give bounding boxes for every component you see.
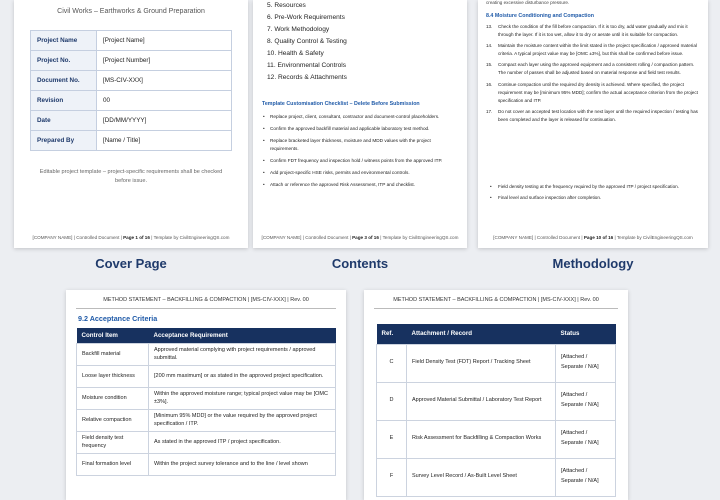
table-row xyxy=(31,131,232,151)
toc-item[interactable]: 6. Pre-Work Requirements xyxy=(267,14,345,21)
table-of-contents xyxy=(267,0,347,84)
field-label: Date xyxy=(31,111,97,131)
cover-page-thumbnail[interactable] xyxy=(14,0,248,248)
inspection-bullets xyxy=(486,183,700,205)
attachments-table xyxy=(376,324,616,497)
column-header: Control Item xyxy=(77,328,149,343)
toc-item[interactable]: 8. Quality Control & Testing xyxy=(267,38,347,45)
list-item: • Field density testing at the frequency required by the approved ITP / project specification. xyxy=(486,183,700,191)
field-label: Document No. xyxy=(31,71,97,91)
table-row xyxy=(77,431,336,453)
table-row xyxy=(31,51,232,71)
page-footer: [COMPANY NAME] | Controlled Document | Page 3 of 16 | Template by CivilEngineeringQS.com xyxy=(261,235,459,240)
checklist-item: • Replace bracketed layer thickness, moisture and MDD values with the project requirements. xyxy=(262,137,459,154)
table-row xyxy=(77,453,336,475)
checklist-item: • Confirm the approved backfill material and applicable laboratory test method. xyxy=(262,125,459,133)
column-header: Acceptance Requirement xyxy=(149,328,336,343)
running-header: METHOD STATEMENT – BACKFILLING & COMPACTION | [MS-CIV-XXX] | Rev. 00 xyxy=(103,297,309,303)
table-row xyxy=(77,387,336,409)
page-footer: [COMPANY NAME] | Controlled Document | Page 10 of 16 | Template by CivilEngineeringQS.com xyxy=(493,235,693,240)
field-value: [Project Number] xyxy=(97,51,232,71)
cell: [200 mm maximum] or as stated in the approved project specification. xyxy=(149,365,336,387)
cell: [Attached / Separate / N/A] xyxy=(556,382,616,420)
header-divider xyxy=(76,308,336,309)
caption-methodology: Methodology xyxy=(552,256,634,271)
cell: Within the approved moisture range; typical project value may be [OMC ±3%]. xyxy=(149,387,336,409)
field-value: [MS-CIV-XXX] xyxy=(97,71,232,91)
checklist-item: • Attach or reference the approved Risk Assessment, ITP and checklist. xyxy=(262,181,459,189)
contents-page-thumbnail[interactable] xyxy=(253,0,467,248)
table-row xyxy=(77,343,336,365)
toc-item[interactable]: 10. Health & Safety xyxy=(267,50,324,57)
cell: As stated in the approved ITP / project specification. xyxy=(149,431,336,453)
cell: Approved Material Submittal / Laboratory Test Report xyxy=(407,382,556,420)
attachments-page-thumbnail[interactable] xyxy=(364,290,628,500)
list-item: 17. Do not cover an accepted test location with the next layer until the required inspection / testing has been completed and the layer is released for continuation. xyxy=(486,108,698,122)
list-item: 13. Check the condition of the fill before compaction. If it is too dry, add water gradually and mix it through the layer. If it is too wet, allow it to dry or aerate until it is suitable for compaction. xyxy=(486,24,688,38)
customisation-checklist xyxy=(262,113,459,193)
field-value: 00 xyxy=(97,91,232,111)
cell: Approved material complying with project requirements / approved submittal. xyxy=(149,343,336,365)
field-label: Prepared By xyxy=(31,131,97,151)
section-heading: 8.4 Moisture Conditioning and Compaction xyxy=(486,13,594,19)
methodology-page-thumbnail[interactable] xyxy=(478,0,708,248)
cell: [Attached / Separate / N/A] xyxy=(556,344,616,382)
cell: Loose layer thickness xyxy=(77,365,149,387)
running-header: METHOD STATEMENT – BACKFILLING & COMPACTION | [MS-CIV-XXX] | Rev. 00 xyxy=(393,297,599,303)
column-header: Ref. xyxy=(377,324,407,344)
table-row xyxy=(31,71,232,91)
cell: C xyxy=(377,344,407,382)
column-header: Attachment / Record xyxy=(407,324,556,344)
toc-item[interactable]: 12. Records & Attachments xyxy=(267,74,347,81)
field-value: [Project Name] xyxy=(97,31,232,51)
toc-item[interactable]: 11. Environmental Controls xyxy=(267,62,347,69)
table-row xyxy=(377,458,616,496)
method-steps xyxy=(486,23,700,127)
checklist-item: • Replace project, client, consultant, contractor and document-control placeholders. xyxy=(262,113,459,121)
table-row xyxy=(377,382,616,420)
checklist-item: • Confirm FDT frequency and inspection hold / witness points from the approved ITP. xyxy=(262,157,459,165)
table-row xyxy=(31,111,232,131)
list-item: 14. Maintain the moisture content within the limit stated in the project specification / approved material criteria. A typical project value may be [OMC ±3%], but this shall be confirmed before issue. xyxy=(486,43,697,57)
table-row xyxy=(31,91,232,111)
field-value: [Name / Title] xyxy=(97,131,232,151)
caption-contents: Contents xyxy=(331,256,389,271)
cell: Field density test frequency xyxy=(77,431,149,453)
list-item: 16. Continue compaction until the required dry density is achieved. Where specified, the project requirement may be [minimum 95% MDD]; confirm the actual acceptance criterion from the project specification and ITP. xyxy=(486,81,698,103)
column-header: Status xyxy=(556,324,616,344)
checklist-title: Template Customisation Checklist – Delete Before Submission xyxy=(262,101,420,107)
cell: [Minimum 95% MDD] or the value required by the approved project specification / ITP. xyxy=(149,409,336,431)
section-heading: 9.2 Acceptance Criteria xyxy=(78,314,158,323)
field-label: Project No. xyxy=(31,51,97,71)
field-label: Revision xyxy=(31,91,97,111)
acceptance-criteria-table xyxy=(76,328,336,476)
caption-cover-page: Cover Page xyxy=(95,256,167,271)
table-row xyxy=(31,31,232,51)
field-label: Project Name xyxy=(31,31,97,51)
cell: Risk Assessment for Backfilling & Compaction Works xyxy=(407,420,556,458)
template-note: Editable project template – project-specific requirements shall be checked before issue. xyxy=(39,169,223,184)
field-value: [DD/MM/YYYY] xyxy=(97,111,232,131)
cover-subtitle: Civil Works – Earthworks & Ground Preparation xyxy=(57,8,205,15)
cell: Survey Level Record / As-Built Level Sheet xyxy=(407,458,556,496)
cell: Relative compaction xyxy=(77,409,149,431)
continued-text: creating excessive disturbance pressure. xyxy=(486,0,570,5)
cell: D xyxy=(377,382,407,420)
cell: Final formation level xyxy=(77,453,149,475)
list-item: • Final level and surface inspection after completion. xyxy=(486,194,700,202)
cell: [Attached / Separate / N/A] xyxy=(556,458,616,496)
toc-item[interactable]: 5. Resources xyxy=(267,2,306,9)
table-header-row xyxy=(377,324,616,344)
table-row xyxy=(77,365,336,387)
checklist-item: • Add project-specific HSE risks, permits and environmental controls. xyxy=(262,169,459,177)
project-info-table xyxy=(30,30,232,151)
cell: F xyxy=(377,458,407,496)
acceptance-criteria-page-thumbnail[interactable] xyxy=(66,290,346,500)
table-row xyxy=(377,344,616,382)
cell: [Attached / Separate / N/A] xyxy=(556,420,616,458)
page-footer: [COMPANY NAME] | Controlled Document | Page 1 of 16 | Template by CivilEngineeringQS.com xyxy=(32,235,230,240)
cell: Moisture condition xyxy=(77,387,149,409)
cell: Field Density Test (FDT) Report / Tracking Sheet xyxy=(407,344,556,382)
table-row xyxy=(77,409,336,431)
table-header-row xyxy=(77,328,336,343)
toc-item[interactable]: 7. Work Methodology xyxy=(267,26,330,33)
list-item: 15. Compact each layer using the approved equipment and a consistent rolling / compaction pattern. The number of passes shall be adjusted based on material response and field test results. xyxy=(486,62,695,76)
cell: Within the project survey tolerance and to the line / level shown xyxy=(149,453,336,475)
header-divider xyxy=(374,308,618,309)
cell: Backfill material xyxy=(77,343,149,365)
cell: E xyxy=(377,420,407,458)
table-row xyxy=(377,420,616,458)
